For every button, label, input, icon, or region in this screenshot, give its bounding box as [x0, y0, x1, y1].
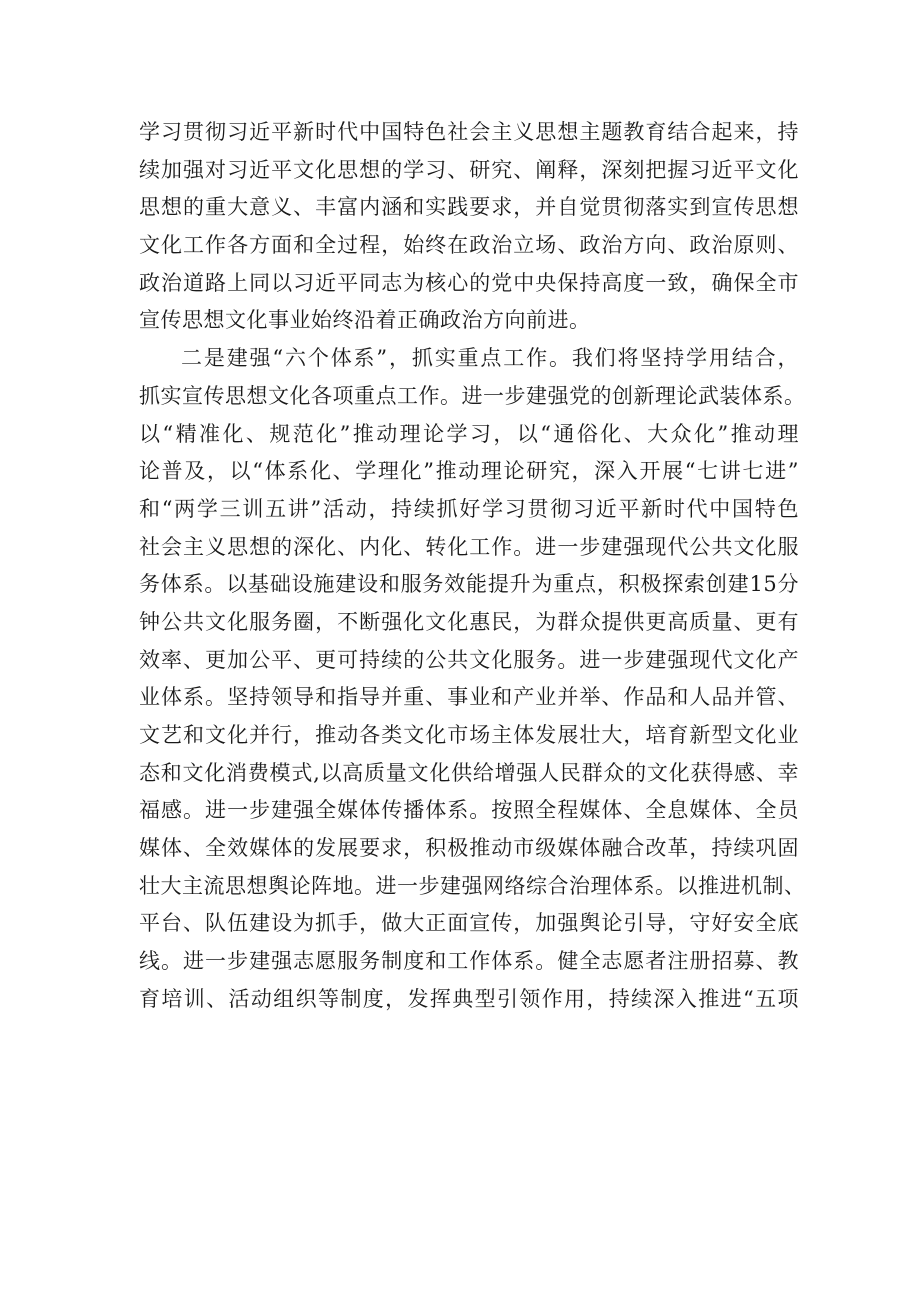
text-line: 务体系。以基础设施建设和服务效能提升为重点，积极探索创建15分: [139, 572, 799, 597]
text-line: 论普及，以“体系化、学理化”推动理论研究，深入开展“七讲七进”: [139, 459, 799, 484]
text-line: 和“两学三训五讲”活动，持续抓好学习贯彻习近平新时代中国特色: [139, 496, 799, 521]
document-body: [139, 114, 806, 1019]
text-line: 育培训、活动组织等制度，发挥典型引领作用，持续深入推进“五项: [139, 986, 799, 1011]
text-line: 壮大主流思想舆论阵地。进一步建强网络综合治理体系。以推进机制、: [139, 873, 806, 898]
text-line: 学习贯彻习近平新时代中国特色社会主义思想主题教育结合起来，持: [139, 120, 799, 144]
text-line: 平台、队伍建设为抓手，做大正面宣传，加强舆论引导，守好安全底: [139, 911, 799, 936]
text-line: 二是建强“六个体系”，抓实重点工作。我们将坚持学用结合，: [181, 346, 799, 371]
text-line: 文艺和文化并行，推动各类文化市场主体发展壮大，培育新型文化业: [139, 723, 799, 747]
text-line: 线。进一步建强志愿服务制度和工作体系。健全志愿者注册招募、教: [139, 949, 799, 974]
text-line: 思想的重大意义、丰富内涵和实践要求，并自觉贯彻落实到宣传思想: [139, 195, 799, 220]
text-line: 钟公共文化服务圈，不断强化文化惠民，为群众提供更高质量、更有: [139, 609, 799, 634]
text-line: 文化工作各方面和全过程，始终在政治立场、政治方向、政治原则、: [139, 233, 799, 258]
text-line: 效率、更加公平、更可持续的公共文化服务。进一步建强现代文化产: [139, 647, 799, 672]
text-line: 以“精准化、规范化”推动理论学习，以“通俗化、大众化”推动理: [139, 421, 799, 446]
paragraph-2: [139, 340, 806, 1018]
text-line: 政治道路上同以习近平同志为核心的党中央保持高度一致，确保全市: [139, 270, 799, 295]
text-line: 福感。进一步建强全媒体传播体系。按照全程媒体、全息媒体、全员: [139, 798, 799, 823]
text-line: 续加强对习近平文化思想的学习、研究、阐释，深刻把握习近平文化: [139, 157, 799, 182]
text-line: 抓实宣传思想文化各项重点工作。进一步建强党的创新理论武装体系。: [139, 383, 806, 408]
paragraph-1: [139, 114, 799, 340]
text-line: 宣传思想文化事业始终沿着正确政治方向前进。: [139, 308, 591, 333]
text-line: 媒体、全效媒体的发展要求，积极推动市级媒体融合改革，持续巩固: [139, 836, 799, 861]
text-line: 业体系。坚持领导和指导并重、事业和产业并举、作品和人品并管、: [139, 685, 799, 710]
text-line: 社会主义思想的深化、内化、转化工作。进一步建强现代公共文化服: [139, 534, 799, 559]
text-line: 态和文化消费模式,以高质量文化供给增强人民群众的文化获得感、幸: [139, 760, 799, 785]
